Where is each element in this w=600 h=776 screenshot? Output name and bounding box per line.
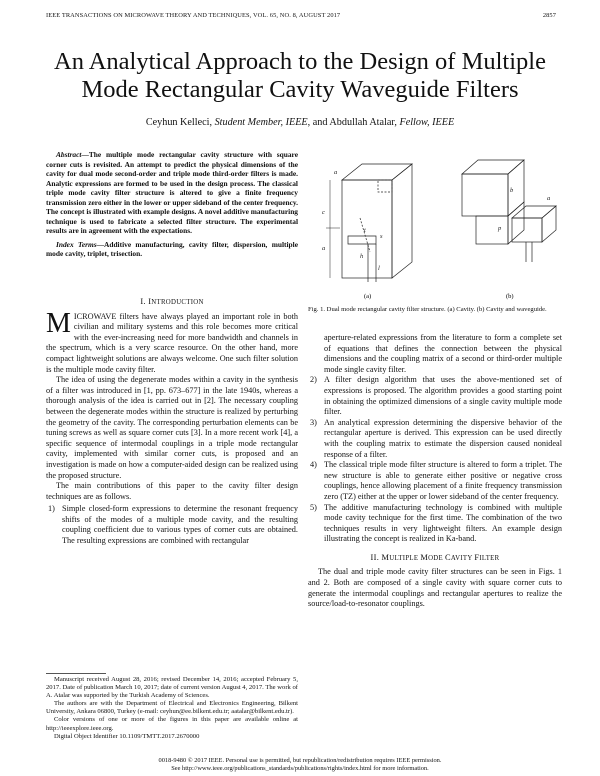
figure-caption: Fig. 1. Dual mode rectangular cavity filter structure. (a) Cavity. (b) Cavity and waveguide. [308,306,547,313]
svg-text:l: l [378,265,380,272]
cavity-drawing [326,164,412,282]
title-line-2: Mode Rectangular Cavity Waveguide Filters [81,76,519,103]
abstract-text: The multiple mode rectangular cavity structure with square corner cuts is revisited. An attempt to predict the physical dimensions of the cavity for dual mode second-order and triple mode third-order filters is made. Analytic expressions are formed to be used in the design process. The classical triple mode cavity filter structure is altered to give a finite frequency transmission zero either in the lower or upper sideband of the center frequency. The concept is illustrated with example designs. A novel additive manufacturing technique is used to fabricate a selected filter structure. The experimental results are in agreement with the expectations. [46,150,298,236]
intro-paragraph-2: The idea of using the degenerate modes within a cavity in the synthesis of a filter was introduced in [1, pp. 673–677] in the late 1940s, whereas a thorough analysis of the idea is carried out in [2]. The necessary coupling between the degenerate modes within the structure is realized by perturbing the geometry of the cavity. The corresponding perturbation elements can be tuning screws as well as square corner cuts [3]. In a more recent work [4], a specific sequence of intermodal couplings in a triple mode rectangular cavity, implemented with similar corner cuts, is proposed and an investigation is made on how a computer-aided design can be realized using the proposed structure. [46,375,298,480]
page-number: 2857 [542,12,556,19]
svg-text:c: c [322,209,325,216]
author-2: , and Abdullah Atalar, [307,117,397,128]
svg-text:a: a [334,169,338,176]
list-item: 2) A filter design algorithm that uses the above-mentioned set of expressions is proposed. The algorithm provides a good starting point in obtaining the optimized dimensions of a single cavity multiple mode filter. [310,375,562,417]
right-column [308,333,562,610]
list-item: 4) The classical triple mode filter structure is altered to form a triplet. The new structure is able to generate either positive or negative cross couplings, hence allowing placement of a finite frequency transmission zero (TZ) either at the upper or lower sideband of the center frequency. [310,460,562,501]
author-1: Ceyhun Kelleci, [145,117,213,128]
section-1-heading: I. INTRODUCTION [140,297,204,306]
intro-paragraph-1: MICROWAVE filters have always played an important role in both civilian and military systems and this role becomes more critical with the ever-increasing need for more bandwidth and channels in the spectrum, which is a very scarce resource. On the other hand, more compact lightweight solutions are always welcome. One such filter solution is the multiple mode cavity filter. [46,307,298,374]
svg-text:s: s [380,233,383,240]
abstract [46,150,298,259]
svg-text:h: h [360,253,364,260]
svg-text:p: p [498,225,502,232]
list-item: 1) Simple closed-form expressions to determine the resonant frequency shifts of the modes of a multiple mode cavity, and the resulting coupling coefficient due to various types of corner cuts are obtained. The resulting expressions are combined with rectangular [48,504,298,546]
list-item: 5) The additive manufacturing technology is combined with multiple mode cavity technique for the first time. The combination of the two techniques results in very lightweight filters. An example design illustrating the concept is realized in Ka-band. [310,502,562,544]
section-2-paragraph: The dual and triple mode cavity filter structures can be seen in Figs. 1 and 2. Both are composed of a single cavity with square corner cuts to generate the intermodal couplings and rectangular apertures to realize the source/load-to-resonator couplings. [308,567,562,609]
footnote-affiliation: The authors are with the Department of Electrical and Electronics Engineering, Bilkent University, Ankara 06800, Turkey (e-mail: ceyhun@ee.bilkent.edu.tr; aatalar@bilkent.edu.tr). [46,700,298,716]
footnote-received: Manuscript received August 28, 2016; revised December 14, 2016; accepted February 5, 2017. Date of publication March 10, 2017; date of current version August 4, 2017. The work of A. Atalar was supported by the Turkish Academy of Sciences. [46,676,298,700]
section-2-heading: II. MULTIPLE MODE CAVITY FILTER [370,552,500,562]
figure-1 [312,152,558,302]
subfigure-a-label: (a) [364,293,372,300]
author-line [30,117,570,128]
index-terms: Additive manufacturing, cavity filter, dispersion, multiple mode cavity, triplet, trisection. [46,239,299,259]
contributions-list [308,333,562,545]
contributions-list-start [46,504,298,546]
running-header: IEEE TRANSACTIONS ON MICROWAVE THEORY AND TECHNIQUES, VOL. 65, NO. 8, AUGUST 2017 [46,12,341,19]
waveguide-drawing [462,160,556,262]
subfigure-b-label: (b) [506,293,514,300]
footnotes [46,676,298,741]
rights-link-line: See http://www.ieee.org/publications_standards/publications/rights/index.html for more information. [171,765,429,772]
list-item: 3) An analytical expression determining the dispersive behavior of the rectangular aperture is derived. This expression can be used directly with the coupling matrix to estimate the dispersion caused nonideal response of a filter. [310,417,562,459]
abstract-label: Abstract— [56,150,89,159]
author-1-role: Student Member, IEEE [214,117,308,128]
copyright-line: 0018-9480 © 2017 IEEE. Personal use is permitted, but republication/redistribution requires IEEE permission. [158,757,442,764]
paper-title [30,48,570,104]
footnote-rule [46,673,106,674]
svg-text:t: t [364,227,366,234]
left-column [46,297,298,547]
cavity-dimension-labels [322,169,383,272]
footnote-doi: Digital Object Identifier 10.1109/TMTT.2017.2670000 [54,732,200,740]
svg-text:b: b [510,187,514,194]
svg-text:a: a [322,245,326,252]
author-2-role: Fellow, IEEE [399,117,455,128]
index-terms-label: Index Terms— [56,239,104,249]
title-line-1: An Analytical Approach to the Design of Multiple [54,48,546,75]
list-item: aperture-related expressions from the literature to form a complete set of equations that defines the connection between the physical dimensions and the coupling matrix of a second or third-order multiple mode single cavity filter. [324,333,562,374]
footnote-color: Color versions of one or more of the figures in this paper are available online at http://ieeexplore.ieee.org. [46,716,298,732]
copyright-footer [30,757,570,773]
intro-paragraph-3: The main contributions of this paper to the cavity filter design techniques are as follows. [46,481,298,501]
svg-text:a: a [547,195,551,202]
drop-cap: M [46,307,71,339]
